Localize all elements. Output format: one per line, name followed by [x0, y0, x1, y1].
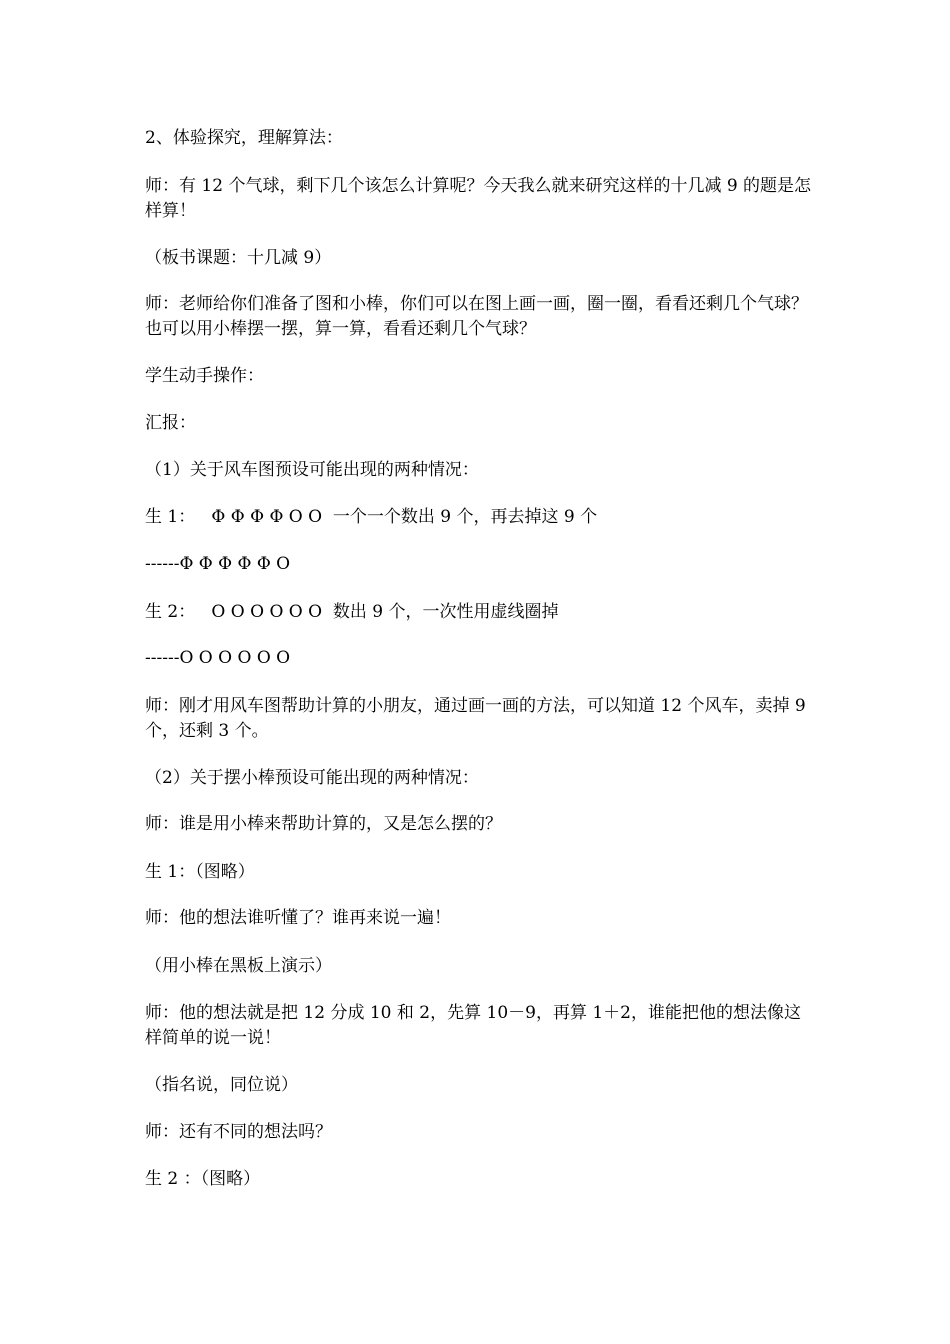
paragraph: （指名说，同位说）: [145, 1075, 298, 1095]
paragraph: （板书课题：十几减 9）: [145, 248, 332, 268]
paragraph: （用小棒在黑板上演示）: [145, 956, 332, 976]
paragraph: 师：他的想法谁听懂了？谁再来说一遍！: [145, 908, 451, 928]
paragraph: 师：他的想法就是把 12 分成 10 和 2，先算 10－9，再算 1＋2，谁能把他的想法像这样简单的说一说！: [145, 1003, 801, 1048]
paragraph: ------Φ Φ Φ Φ Φ Ο: [145, 554, 291, 574]
paragraph: 师：刚才用风车图帮助计算的小朋友，通过画一画的方法，可以知道 12 个风车，卖掉 9 个，还剩 3 个。: [145, 696, 812, 741]
paragraph: 师：还有不同的想法吗？: [145, 1122, 332, 1142]
paragraph: 生 2 ：（图略）: [145, 1169, 261, 1189]
paragraph: 学生动手操作：: [145, 366, 264, 386]
paragraph: 师：谁是用小棒来帮助计算的，又是怎么摆的？: [145, 814, 502, 834]
paragraph: 生 2： Ο Ο Ο Ο Ο Ο 数出 9 个，一次性用虚线圈掉: [145, 602, 559, 622]
paragraph: 汇报：: [145, 413, 196, 433]
paragraph: （2）关于摆小棒预设可能出现的两种情况：: [145, 768, 479, 788]
paragraph: （1）关于风车图预设可能出现的两种情况：: [145, 460, 479, 480]
paragraph: 生 1： Φ Φ Φ Φ Ο Ο 一个一个数出 9 个，再去掉这 9 个: [145, 507, 598, 527]
paragraph: 生 1：（图略）: [145, 862, 255, 882]
paragraph: 师：有 12 个气球，剩下几个该怎么计算呢？今天我么就来研究这样的十几减 9 的题是怎样算！: [145, 176, 812, 221]
section-heading: 2、体验探究，理解算法：: [145, 128, 343, 148]
paragraph: ------Ο Ο Ο Ο Ο Ο: [145, 648, 291, 668]
paragraph: 师：老师给你们准备了图和小棒，你们可以在图上画一画，圈一圈，看看还剩几个气球？也可以用小棒摆一摆，算一算，看看还剩几个气球？: [145, 294, 808, 339]
